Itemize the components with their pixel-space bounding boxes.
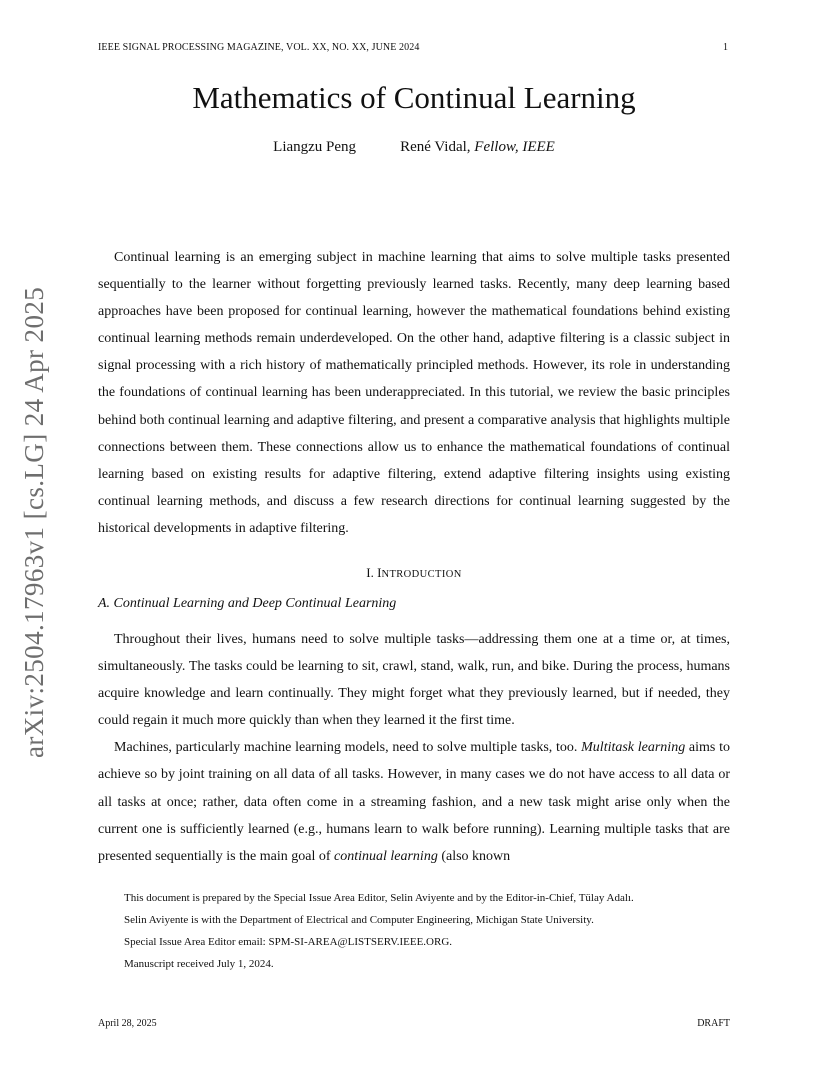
footer-date: April 28, 2025: [98, 1018, 157, 1029]
author-name: Liangzu Peng: [273, 139, 357, 155]
footnotes: [124, 887, 634, 975]
footer-status: DRAFT: [697, 1018, 730, 1029]
footnote: This document is prepared by the Special Issue Area Editor, Selin Aviyente and by the Editor-in-Chief, Tülay Adalı.: [124, 892, 634, 904]
arxiv-identifier: arXiv:2504.17963v1 [cs.LG] 24 Apr 2025: [19, 286, 49, 758]
running-header: IEEE SIGNAL PROCESSING MAGAZINE, VOL. XX, NO. XX, JUNE 2024: [98, 42, 420, 53]
author-affiliation: Fellow, IEEE: [474, 139, 555, 155]
section-heading: I. INTRODUCTION: [366, 565, 462, 580]
paper-title: Mathematics of Continual Learning: [192, 80, 636, 115]
paragraph: Machines, particularly machine learning models, need to solve multiple tasks, too. Multitask learning aims to achieve so by joint training on all data of all tasks. However, in many cases we do not have access to all data or all tasks at once; rather, data often come in a streaming fashion, and a new task might arise only when the current one is sufficiently learned (e.g., humans learn to walk before running). Learning multiple tasks that are presented sequentially is the main goal of continual learning (also known: [98, 740, 730, 864]
abstract: Continual learning is an emerging subject in machine learning that aims to solve multiple tasks presented sequentially to the learner without forgetting previously learned tasks. Recently, many deep learning based approaches have been proposed for continual learning, however the mathematical foundations behind existing continual learning methods remain underdeveloped. On the other hand, adaptive filtering is a classic subject in signal processing with a rich history of mathematically principled methods. However, its role in understanding the foundations of continual learning has been underappreciated. In this tutorial, we review the basic principles behind both continual learning and adaptive filtering, and present a comparative analysis that highlights multiple connections between them. These connections allow us to enhance the mathematical foundations of continual learning based on existing results for adaptive filtering, extend adaptive filtering insights using existing continual learning methods, and discuss a few research directions for continual learning suggested by the historical developments in adaptive filtering.: [98, 250, 730, 536]
page-number: 1: [723, 42, 728, 53]
subsection-heading: A. Continual Learning and Deep Continual Learning: [98, 596, 397, 611]
paragraph: Throughout their lives, humans need to solve multiple tasks—addressing them one at a time or, at times, simultaneously. The tasks could be learning to sit, crawl, stand, walk, run, and bike. During the process, humans acquire knowledge and learn continually. They might forget what they previously learned, but if needed, they could regain it much more quickly than when they learned it the first time.: [98, 632, 730, 729]
author-name: René Vidal,: [400, 139, 475, 155]
footnote: Selin Aviyente is with the Department of Electrical and Computer Engineering, Michigan State University.: [124, 914, 594, 926]
footnote: Special Issue Area Editor email: SPM-SI-AREA@LISTSERV.IEEE.ORG.: [124, 936, 453, 948]
footnote: Manuscript received July 1, 2024.: [124, 958, 274, 970]
body-text: [98, 626, 730, 870]
author-list: [0, 139, 828, 156]
